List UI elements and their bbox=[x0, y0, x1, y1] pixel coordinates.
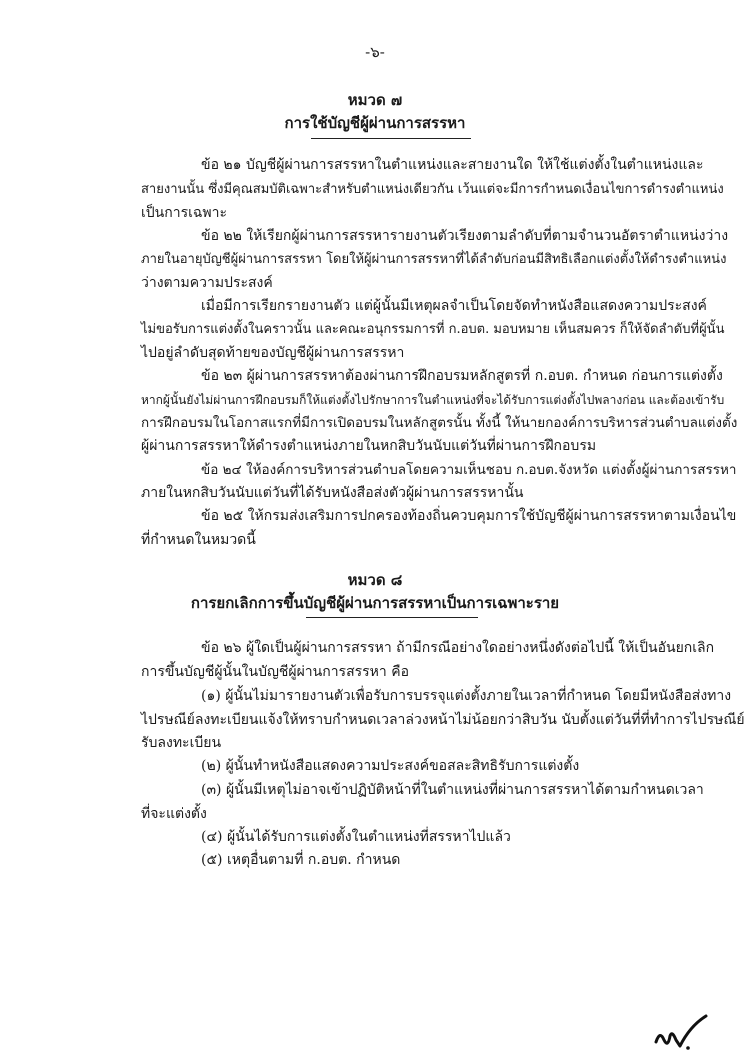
body-line: ข้อ ๒๒ ให้เรียกผู้ผ่านการสรรหารายงานตัวเรียงตามลำดับที่ตามจำนวนอัตราตำแหน่งว่าง bbox=[201, 228, 729, 244]
chapter-8-title: หมวด ๘ bbox=[347, 571, 403, 589]
body-line: (๑) ผู้นั้นไม่มารายงานตัวเพื่อรับการบรรจุแต่งตั้งภายในเวลาที่กำหนด โดยมีหนังสือส่งทาง bbox=[201, 688, 732, 704]
body-line: ข้อ ๒๕ ให้กรมส่งเสริมการปกครองท้องถิ่นควบคุมการใช้บัญชีผู้ผ่านการสรรหาตามเงื่อนไข bbox=[201, 508, 737, 524]
body-line: ภายในอายุบัญชีผู้ผ่านการสรรหา โดยให้ผู้ผ่านการสรรหาที่ได้ลำดับก่อนมีสิทธิเลือกแต่งตั้งให้ดำรงตำแหน่ง bbox=[141, 252, 727, 267]
body-line: ที่กำหนดในหมวดนี้ bbox=[141, 532, 256, 548]
body-line: ภายในหกสิบวันนับแต่วันที่ได้รับหนังสือส่งตัวผู้ผ่านการสรรหานั้น bbox=[141, 485, 524, 501]
body-line: ไปรษณีย์ลงทะเบียนแจ้งให้ทราบกำหนดเวลาล่วงหน้าไม่น้อยกว่าสิบวัน นับตั้งแต่วันที่ที่ทำการไปรษณีย์ bbox=[141, 712, 745, 728]
body-line: ข้อ ๒๔ ให้องค์การบริหารส่วนตำบลโดยความเห็นชอบ ก.อบต.จังหวัด แต่งตั้งผู้ผ่านการสรรหา bbox=[201, 462, 737, 478]
body-line: ข้อ ๒๓ ผู้ผ่านการสรรหาต้องผ่านการฝึกอบรมหลักสูตรที่ ก.อบต. กำหนด ก่อนการแต่งตั้ง bbox=[201, 368, 723, 384]
chapter-7-title: หมวด ๗ bbox=[347, 91, 403, 109]
body-line: (๔) ผู้นั้นได้รับการแต่งตั้งในตำแหน่งที่สรรหาไปแล้ว bbox=[201, 829, 511, 845]
body-line: สายงานนั้น ซึ่งมีคุณสมบัติเฉพาะสำหรับตำแหน่งเดียวกัน เว้นแต่จะมีการกำหนดเงื่อนไขการดำรงตำแหน่ง bbox=[141, 182, 724, 197]
body-line: (๒) ผู้นั้นทำหนังสือแสดงความประสงค์ขอสละสิทธิรับการแต่งตั้ง bbox=[201, 758, 580, 774]
body-line: การขึ้นบัญชีผู้นั้นในบัญชีผู้ผ่านการสรรหา คือ bbox=[141, 664, 409, 680]
body-line: ไม่ขอรับการแต่งตั้งในคราวนั้น และคณะอนุกรรมการที่ ก.อบต. มอบหมาย เห็นสมควร ก็ให้จัดลำดับที่ผู้นั้น bbox=[141, 322, 725, 337]
body-line: เมื่อมีการเรียกรายงานตัว แต่ผู้นั้นมีเหตุผลจำเป็นโดยจัดทำหนังสือแสดงความประสงค์ bbox=[201, 298, 707, 314]
body-line: (๕) เหตุอื่นตามที่ ก.อบต. กำหนด bbox=[201, 852, 401, 868]
body-line: ข้อ ๒๑ บัญชีผู้ผ่านการสรรหาในตำแหน่งและสายงานใด ให้ใช้แต่งตั้งในตำแหน่งและ bbox=[201, 157, 704, 173]
body-line: ไปอยู่ลำดับสุดท้ายของบัญชีผู้ผ่านการสรรหา bbox=[141, 345, 405, 361]
chapter-7-rule bbox=[311, 138, 471, 139]
body-line: (๓) ผู้นั้นมีเหตุไม่อาจเข้าปฏิบัติหน้าที่ในตำแหน่งที่ผ่านการสรรหาได้ตามกำหนดเวลา bbox=[201, 782, 704, 798]
chapter-8-subtitle: การยกเลิกการขึ้นบัญชีผู้ผ่านการสรรหาเป็นการเฉพาะราย bbox=[190, 594, 560, 612]
body-line: รับลงทะเบียน bbox=[141, 735, 222, 751]
body-line: ผู้ผ่านการสรรหาให้ดำรงตำแหน่งภายในหกสิบวันนับแต่วันที่ผ่านการฝึกอบรม bbox=[141, 438, 597, 454]
body-line: ข้อ ๒๖ ผู้ใดเป็นผู้ผ่านการสรรหา ถ้ามีกรณีอย่างใดอย่างหนึ่งดังต่อไปนี้ ให้เป็นอันยกเลิก bbox=[201, 640, 715, 656]
body-line: ที่จะแต่งตั้ง bbox=[141, 806, 207, 822]
body-line: เป็นการเฉพาะ bbox=[141, 205, 228, 221]
body-line: หากผู้นั้นยังไม่ผ่านการฝึกอบรมก็ให้แต่งตั้งไปรักษาการในตำแหน่งที่จะได้รับการแต่งตั้งไปพลางก่อน และต้องเข้ารับ bbox=[141, 393, 725, 407]
chapter-8-rule bbox=[306, 617, 478, 618]
chapter-7-subtitle: การใช้บัญชีผู้ผ่านการสรรหา bbox=[284, 114, 466, 132]
body-line: การฝึกอบรมในโอกาสแรกที่มีการเปิดอบรมในหลักสูตรนั้น ทั้งนี้ ให้นายกองค์การบริหารส่วนตำบลแต่งตั้ง bbox=[141, 415, 738, 431]
body-line: ว่างตามความประสงค์ bbox=[141, 275, 273, 291]
handwritten-signature-icon bbox=[650, 1012, 710, 1052]
page-number: -๖- bbox=[365, 43, 385, 61]
